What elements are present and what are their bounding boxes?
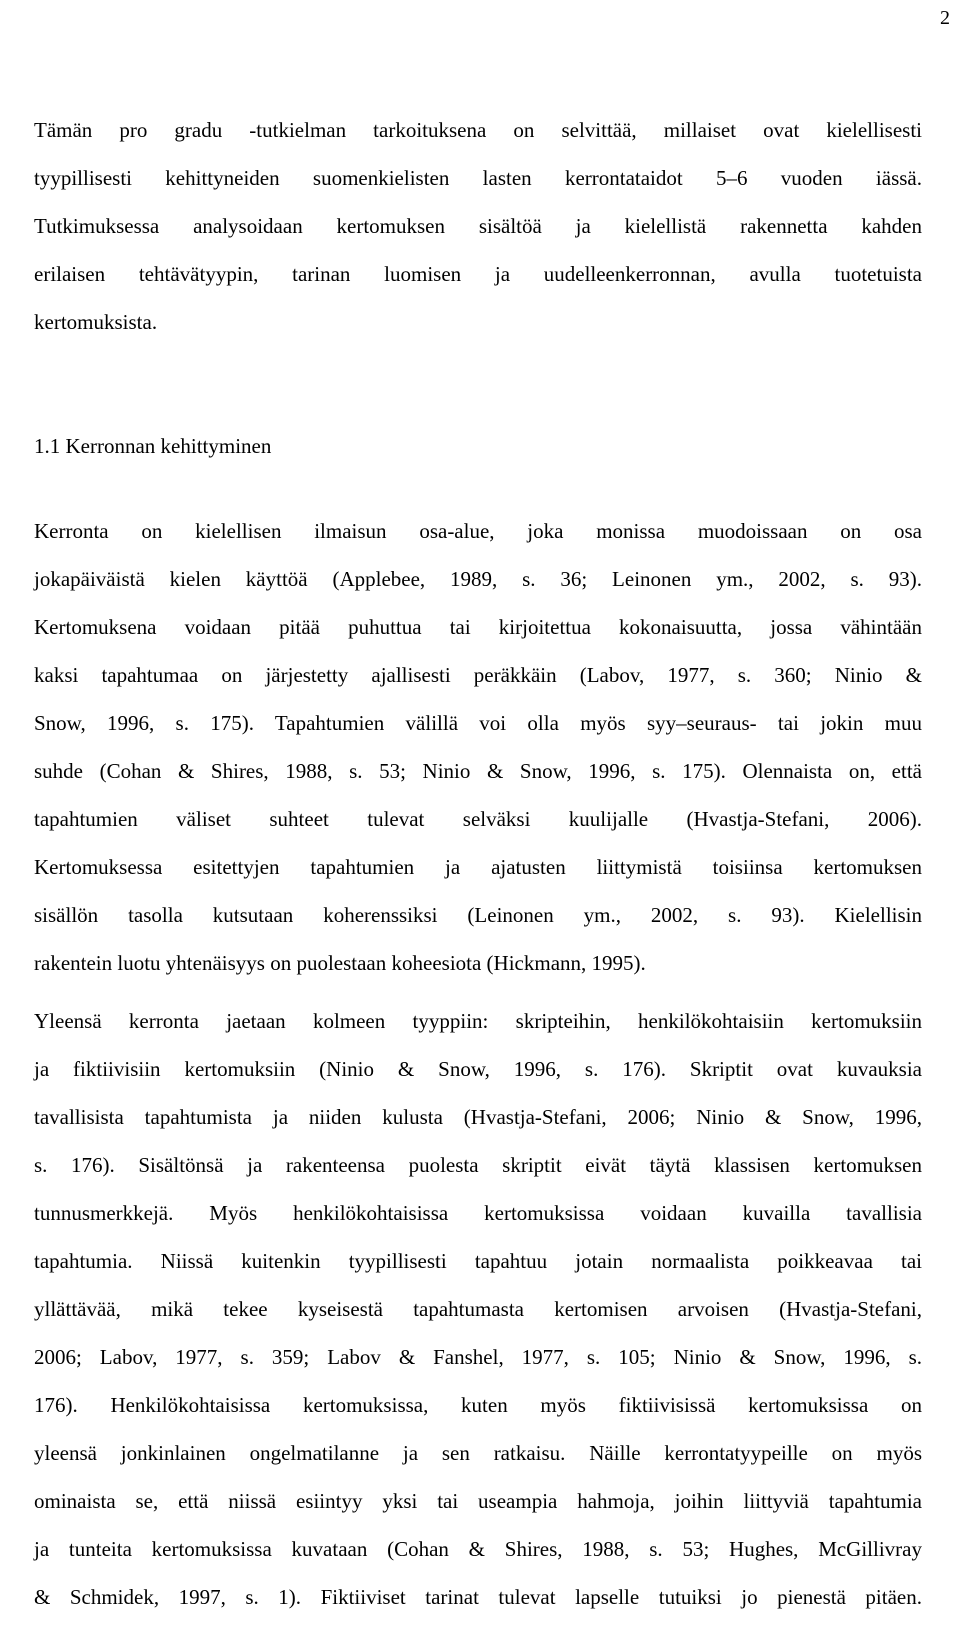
paragraph-line: yllättävää, mikä tekee kyseisestä tapahtumasta kertomisen arvoisen (Hvastja-Stefani, (34, 1297, 922, 1321)
paragraph-line: kertomuksista. (34, 310, 158, 334)
page-number: 2 (940, 7, 950, 29)
paragraph-line: tyypillisesti kehittyneiden suomenkielisten lasten kerrontataidot 5–6 vuoden iässä. (34, 166, 922, 190)
paragraph-line: ominaista se, että niissä esiintyy yksi tai useampia hahmoja, joihin liittyviä tapahtumia (34, 1489, 922, 1513)
paragraph-line: kaksi tapahtumaa on järjestetty ajallisesti peräkkäin (Labov, 1977, s. 360; Ninio & (34, 663, 922, 687)
paragraph-line: ja tunteita kertomuksissa kuvataan (Cohan & Shires, 1988, s. 53; Hughes, McGillivray (34, 1537, 922, 1561)
paragraph-line: Tutkimuksessa analysoidaan kertomuksen sisältöä ja kielellistä rakennetta kahden (34, 214, 922, 238)
paragraph-line: 2006; Labov, 1977, s. 359; Labov & Fanshel, 1977, s. 105; Ninio & Snow, 1996, s. (34, 1345, 922, 1369)
paragraph-line: jokapäiväistä kielen käyttöä (Applebee, 1989, s. 36; Leinonen ym., 2002, s. 93). (34, 567, 922, 591)
paragraph-line: tavallisista tapahtumista ja niiden kulusta (Hvastja-Stefani, 2006; Ninio & Snow, 1996, (34, 1105, 922, 1129)
paragraph-line: Tämän pro gradu -tutkielman tarkoituksena on selvittää, millaiset ovat kielellisesti (34, 118, 922, 142)
paragraph-line: sisällön tasolla kutsutaan koherenssiksi (Leinonen ym., 2002, s. 93). Kielellisin (34, 903, 922, 927)
paragraph-line: yleensä jonkinlainen ongelmatilanne ja sen ratkaisu. Näille kerrontatyypeille on myös (34, 1441, 922, 1465)
paragraph-line: Yleensä kerronta jaetaan kolmeen tyyppiin: skripteihin, henkilökohtaisiin kertomuksiin (34, 1009, 922, 1033)
paragraph-line: Snow, 1996, s. 175). Tapahtumien välillä voi olla myös syy–seuraus- tai jokin muu (34, 711, 922, 735)
section-heading: 1.1 Kerronnan kehittyminen (34, 434, 272, 458)
paragraph-line: tapahtumien väliset suhteet tulevat selväksi kuulijalle (Hvastja-Stefani, 2006). (34, 807, 922, 831)
paragraph-line: tunnusmerkkejä. Myös henkilökohtaisissa kertomuksissa voidaan kuvailla tavallisia (34, 1201, 922, 1225)
paragraph-line: Kertomuksena voidaan pitää puhuttua tai kirjoitettua kokonaisuutta, jossa vähintään (34, 615, 922, 639)
paragraph-line: ja fiktiivisiin kertomuksiin (Ninio & Snow, 1996, s. 176). Skriptit ovat kuvauksia (34, 1057, 922, 1081)
paragraph-line: Kerronta on kielellisen ilmaisun osa-alue, joka monissa muodoissaan on osa (34, 519, 922, 543)
paragraph-line: tapahtumia. Niissä kuitenkin tyypillisesti tapahtuu jotain normaalista poikkeavaa tai (34, 1249, 922, 1273)
paragraph-line: suhde (Cohan & Shires, 1988, s. 53; Ninio & Snow, 1996, s. 175). Olennaista on, että (34, 759, 922, 783)
paragraph-line: & Schmidek, 1997, s. 1). Fiktiiviset tarinat tulevat lapselle tutuiksi jo pienestä pitäen. (34, 1585, 922, 1609)
paragraph-line: s. 176). Sisältönsä ja rakenteensa puolesta skriptit eivät täytä klassisen kertomuksen (34, 1153, 922, 1177)
paragraph-line: erilaisen tehtävätyypin, tarinan luomisen ja uudelleenkerronnan, avulla tuotetuista (34, 262, 922, 286)
paragraph-line: Kertomuksessa esitettyjen tapahtumien ja ajatusten liittymistä toisiinsa kertomuksen (34, 855, 922, 879)
paragraph-line: 176). Henkilökohtaisissa kertomuksissa, kuten myös fiktiivisissä kertomuksissa on (34, 1393, 922, 1417)
paragraph-line: rakentein luotu yhtenäisyys on puolestaan koheesiota (Hickmann, 1995). (34, 951, 646, 975)
